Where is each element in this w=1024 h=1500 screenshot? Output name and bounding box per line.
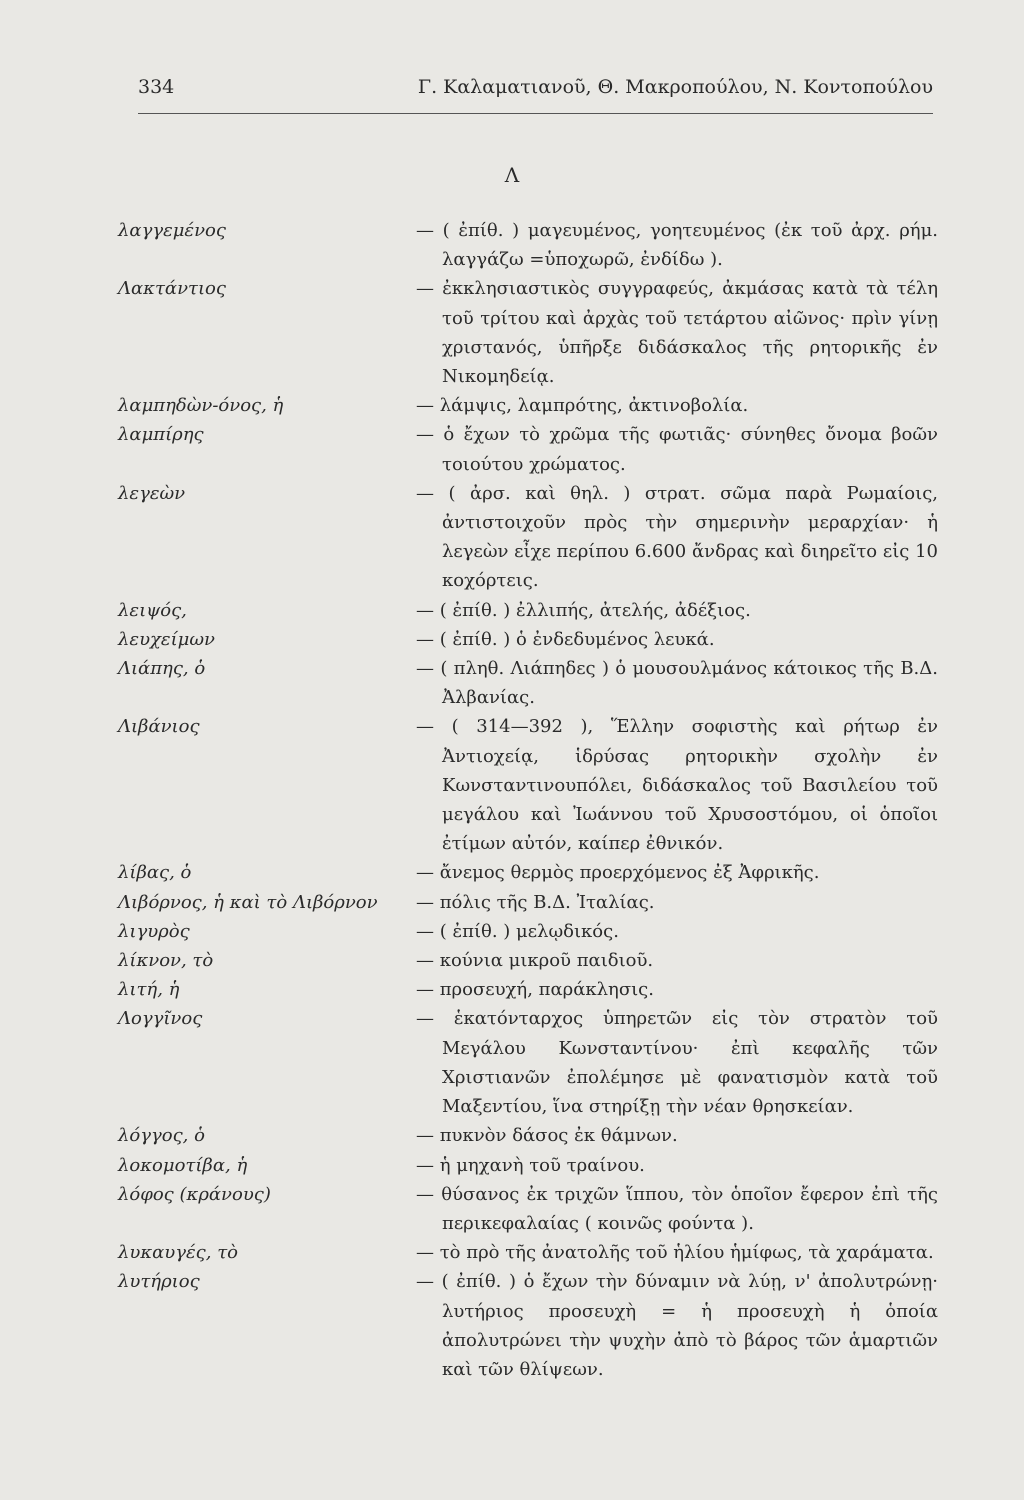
entry-definition: — προσευχή, παράκλησις. (416, 979, 654, 1001)
entry-definition: — ( ἐπίθ. ) ὁ ἐνδεδυμένος λευκά. (416, 628, 715, 650)
dictionary-entry (118, 946, 938, 975)
dictionary-entry (118, 216, 938, 274)
entry-term: λοκομοτίβα, ἡ (118, 1154, 248, 1176)
entry-term: λαμπίρης (118, 424, 204, 446)
entry-definition: — ( ἐπίθ. ) μαγευμένος, γοητευμένος (ἐκ τοῦ ἀρχ. ρήμ. λαγγάζω =ὑποχωρῶ, ἐνδίδω ). (416, 220, 938, 271)
entry-definition: — κούνια μικροῦ παιδιοῦ. (416, 950, 654, 972)
entry-term: λιγυρὸς (118, 920, 190, 942)
entry-definition: — ( πληθ. Λιάπηδες ) ὁ μουσουλμάνος κάτοικος τῆς Β.Δ. Ἀλβανίας. (416, 658, 938, 709)
entry-term: λυκαυγές, τὸ (118, 1242, 238, 1264)
running-title: Γ. Καλαματιανοῦ, Θ. Μακροπούλου, Ν. Κοντοπούλου (417, 76, 933, 98)
dictionary-entry (118, 625, 938, 654)
dictionary-entry (118, 1151, 938, 1180)
entry-definition: — ὁ ἔχων τὸ χρῶμα τῆς φωτιᾶς· σύνηθες ὄνομα βοῶν τοιούτου χρώματος. (416, 424, 938, 475)
dictionary-entry (118, 420, 938, 478)
dictionary-entry (118, 479, 938, 596)
entry-term: Λιάπης, ὁ (118, 658, 206, 680)
dictionary-entry (118, 1180, 938, 1238)
dictionary-entry (118, 1238, 938, 1267)
entry-definition: — τὸ πρὸ τῆς ἀνατολῆς τοῦ ἡλίου ἡμίφως, τὰ χαράματα. (416, 1242, 934, 1264)
dictionary-entry (118, 274, 938, 391)
entry-definition: — ( ἐπίθ. ) μελῳδικός. (416, 920, 619, 942)
entry-term: λειψός, (118, 599, 187, 621)
entry-term: λόφος (κράνους) (118, 1183, 271, 1205)
dictionary-entry (118, 975, 938, 1004)
entry-term: λευχείμων (118, 628, 215, 650)
entry-definition: — πόλις τῆς Β.Δ. Ἰταλίας. (416, 891, 655, 913)
entry-term: Λογγῖνος (118, 1008, 203, 1030)
page-number: 334 (138, 76, 175, 98)
dictionary-entry (118, 712, 938, 858)
dictionary-entry (118, 1121, 938, 1150)
entry-definition: — ἄνεμος θερμὸς προερχόμενος ἐξ Ἀφρικῆς. (416, 862, 820, 884)
page-header (138, 76, 933, 106)
dictionary-entry (118, 888, 938, 917)
entry-term: λαμπηδὼν-όνος, ἡ (118, 395, 284, 417)
entry-term: Λιβάνιος (118, 716, 200, 738)
entry-definition: — ( ἐπίθ. ) ἐλλιπής, ἀτελής, ἀδέξιος. (416, 599, 751, 621)
entry-term: λεγεὼν (118, 482, 186, 504)
entry-definition: — ( ἐπίθ. ) ὁ ἔχων τὴν δύναμιν νὰ λύῃ, ν' ἀπολυτρώνῃ· λυτήριος προσευχὴ = ἡ προσευχὴ ἡ ὁποία ἀπολυτρώνει τὴν ψυχὴν ἀπὸ τὸ βάρος τῶν ἁμαρτιῶν καὶ τῶν θλίψεων. (416, 1271, 938, 1380)
entry-definition: — πυκνὸν δάσος ἐκ θάμνων. (416, 1125, 678, 1147)
header-rule (138, 113, 933, 114)
dictionary-entry (118, 917, 938, 946)
entry-term: λόγγος, ὁ (118, 1125, 205, 1147)
entry-term: λυτήριος (118, 1271, 200, 1293)
entry-definition: — λάμψις, λαμπρότης, ἀκτινοβολία. (416, 395, 749, 417)
entry-definition: — ἡ μηχανὴ τοῦ τραίνου. (416, 1154, 645, 1176)
dictionary-entry (118, 1004, 938, 1121)
entry-definition: — ἐκκλησιαστικὸς συγγραφεύς, ἀκμάσας κατὰ τὰ τέλη τοῦ τρίτου καὶ ἀρχὰς τοῦ τετάρτου αἰῶνος· πρὶν γίνῃ χριστανός, ὑπῆρξε διδάσκαλος τῆς ρητορικῆς ἐν Νικομηδείᾳ. (416, 278, 938, 388)
entry-term: λίβας, ὁ (118, 862, 192, 884)
dictionary-entry (118, 858, 938, 887)
entry-definition: — ( ἀρσ. καὶ θηλ. ) στρατ. σῶμα παρὰ Ρωμαίοις, ἀντιστοιχοῦν πρὸς τὴν σημερινὴν μεραρχίαν· ἡ λεγεὼν εἶχε περίπου 6.600 ἄνδρας καὶ διηρεῖτο εἰς 10 κοχόρτεις. (416, 482, 938, 592)
entry-term: λιτή, ἡ (118, 979, 180, 1001)
section-letter: Λ (504, 163, 520, 187)
dictionary-entry (118, 654, 938, 712)
dictionary-entry (118, 1267, 938, 1384)
entry-definition: — ἑκατόνταρχος ὑπηρετῶν εἰς τὸν στρατὸν τοῦ Μεγάλου Κωνσταντίνου· ἐπὶ κεφαλῆς τῶν Χριστιανῶν ἐπολέμησε μὲ φανατισμὸν κατὰ τοῦ Μαξεντίου, ἵνα στηρίξῃ τὴν νέαν θρησκείαν. (416, 1008, 938, 1118)
dictionary-entry (118, 596, 938, 625)
entry-definition: — θύσανος ἐκ τριχῶν ἵππου, τὸν ὁποῖον ἔφερον ἐπὶ τῆς περικεφαλαίας ( κοινῶς φούντα ). (416, 1183, 938, 1234)
entry-list (118, 216, 938, 1384)
entry-term: Λακτάντιος (118, 278, 226, 300)
entry-term: λίκνον, τὸ (118, 950, 214, 972)
entry-term: Λιβόρνος, ἡ καὶ τὸ Λιβόρνον (118, 891, 378, 913)
entry-term: λαγγεμένος (118, 220, 226, 241)
entry-definition: — ( 314—392 ), Ἕλλην σοφιστὴς καὶ ρήτωρ ἐν Ἀντιοχείᾳ, ἱδρύσας ρητορικὴν σχολὴν ἐν Κωνσταντινουπόλει, διδάσκαλος τοῦ Βασιλείου τοῦ μεγάλου καὶ Ἰωάννου τοῦ Χρυσοστόμου, οἱ ὁποῖοι ἐτίμων αὐτόν, καίπερ ἐθνικόν. (416, 716, 938, 855)
dictionary-entry (118, 391, 938, 420)
